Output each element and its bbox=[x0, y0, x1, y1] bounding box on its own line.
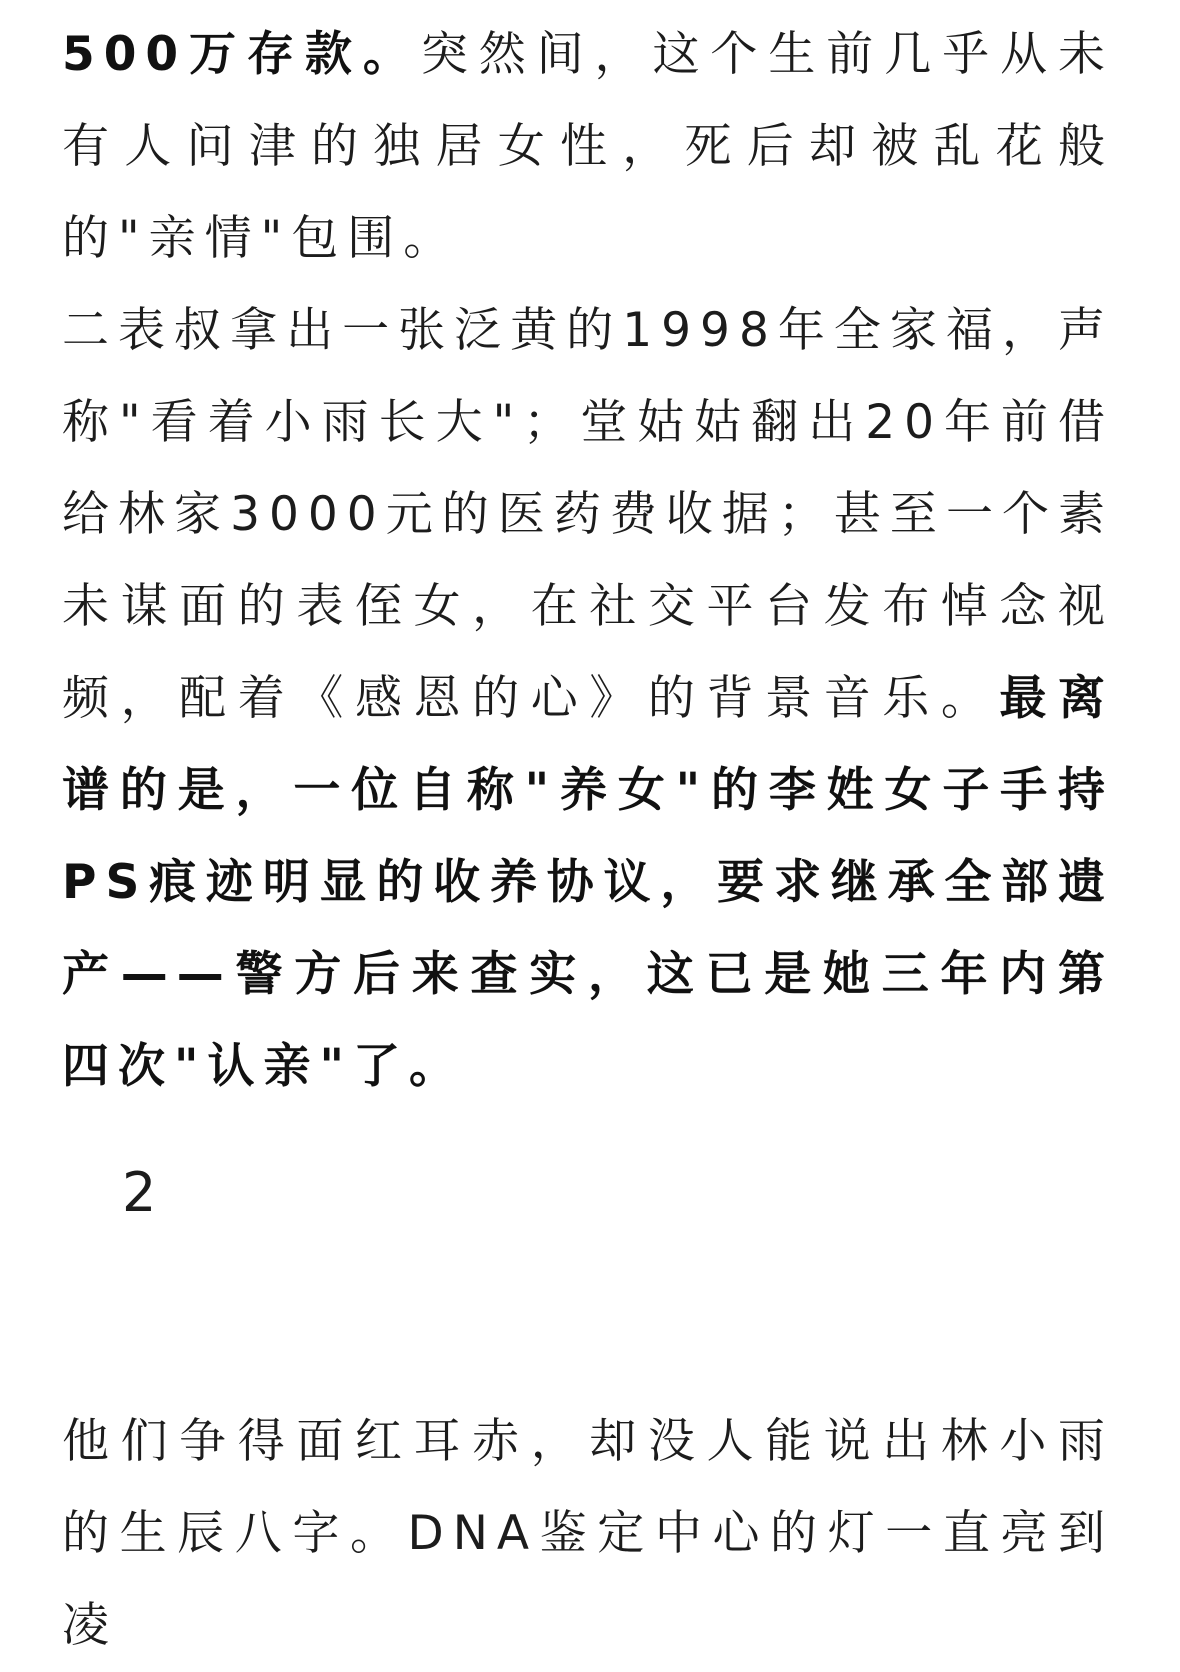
paragraph-1-text: 突然间，这个生前几乎从未有人问津的独居女性，死后却被乱花般的"亲情"包围。 bbox=[62, 27, 1115, 266]
paragraph-3: 他们争得面红耳赤，却没人能说出林小雨的生辰八字。DNA鉴定中心的灯一直亮到凌 bbox=[62, 1414, 1114, 1653]
section-number: 2 bbox=[122, 1161, 157, 1224]
paragraph-2 bbox=[62, 285, 1114, 1113]
paragraph-1 bbox=[62, 9, 1114, 285]
paragraph-2-text: 二表叔拿出一张泛黄的1998年全家福，声称"看着小雨长大"；堂姑姑翻出20年前借给林家3000元的医药费收据；甚至一个素未谋面的表侄女，在社交平台发布悼念视频，配着《感恩的心》的背景音乐。 bbox=[62, 303, 1114, 726]
paragraph-1-bold-lead: 500万存款。 bbox=[62, 27, 421, 82]
paragraph-2-bold-text: 最离谱的是，一位自称"养女"的李姓女子手持PS痕迹明显的收养协议，要求继承全部遗产——警方后来查实，这已是她三年内第四次"认亲"了。 bbox=[62, 671, 1115, 1094]
article-body bbox=[0, 9, 1180, 1653]
